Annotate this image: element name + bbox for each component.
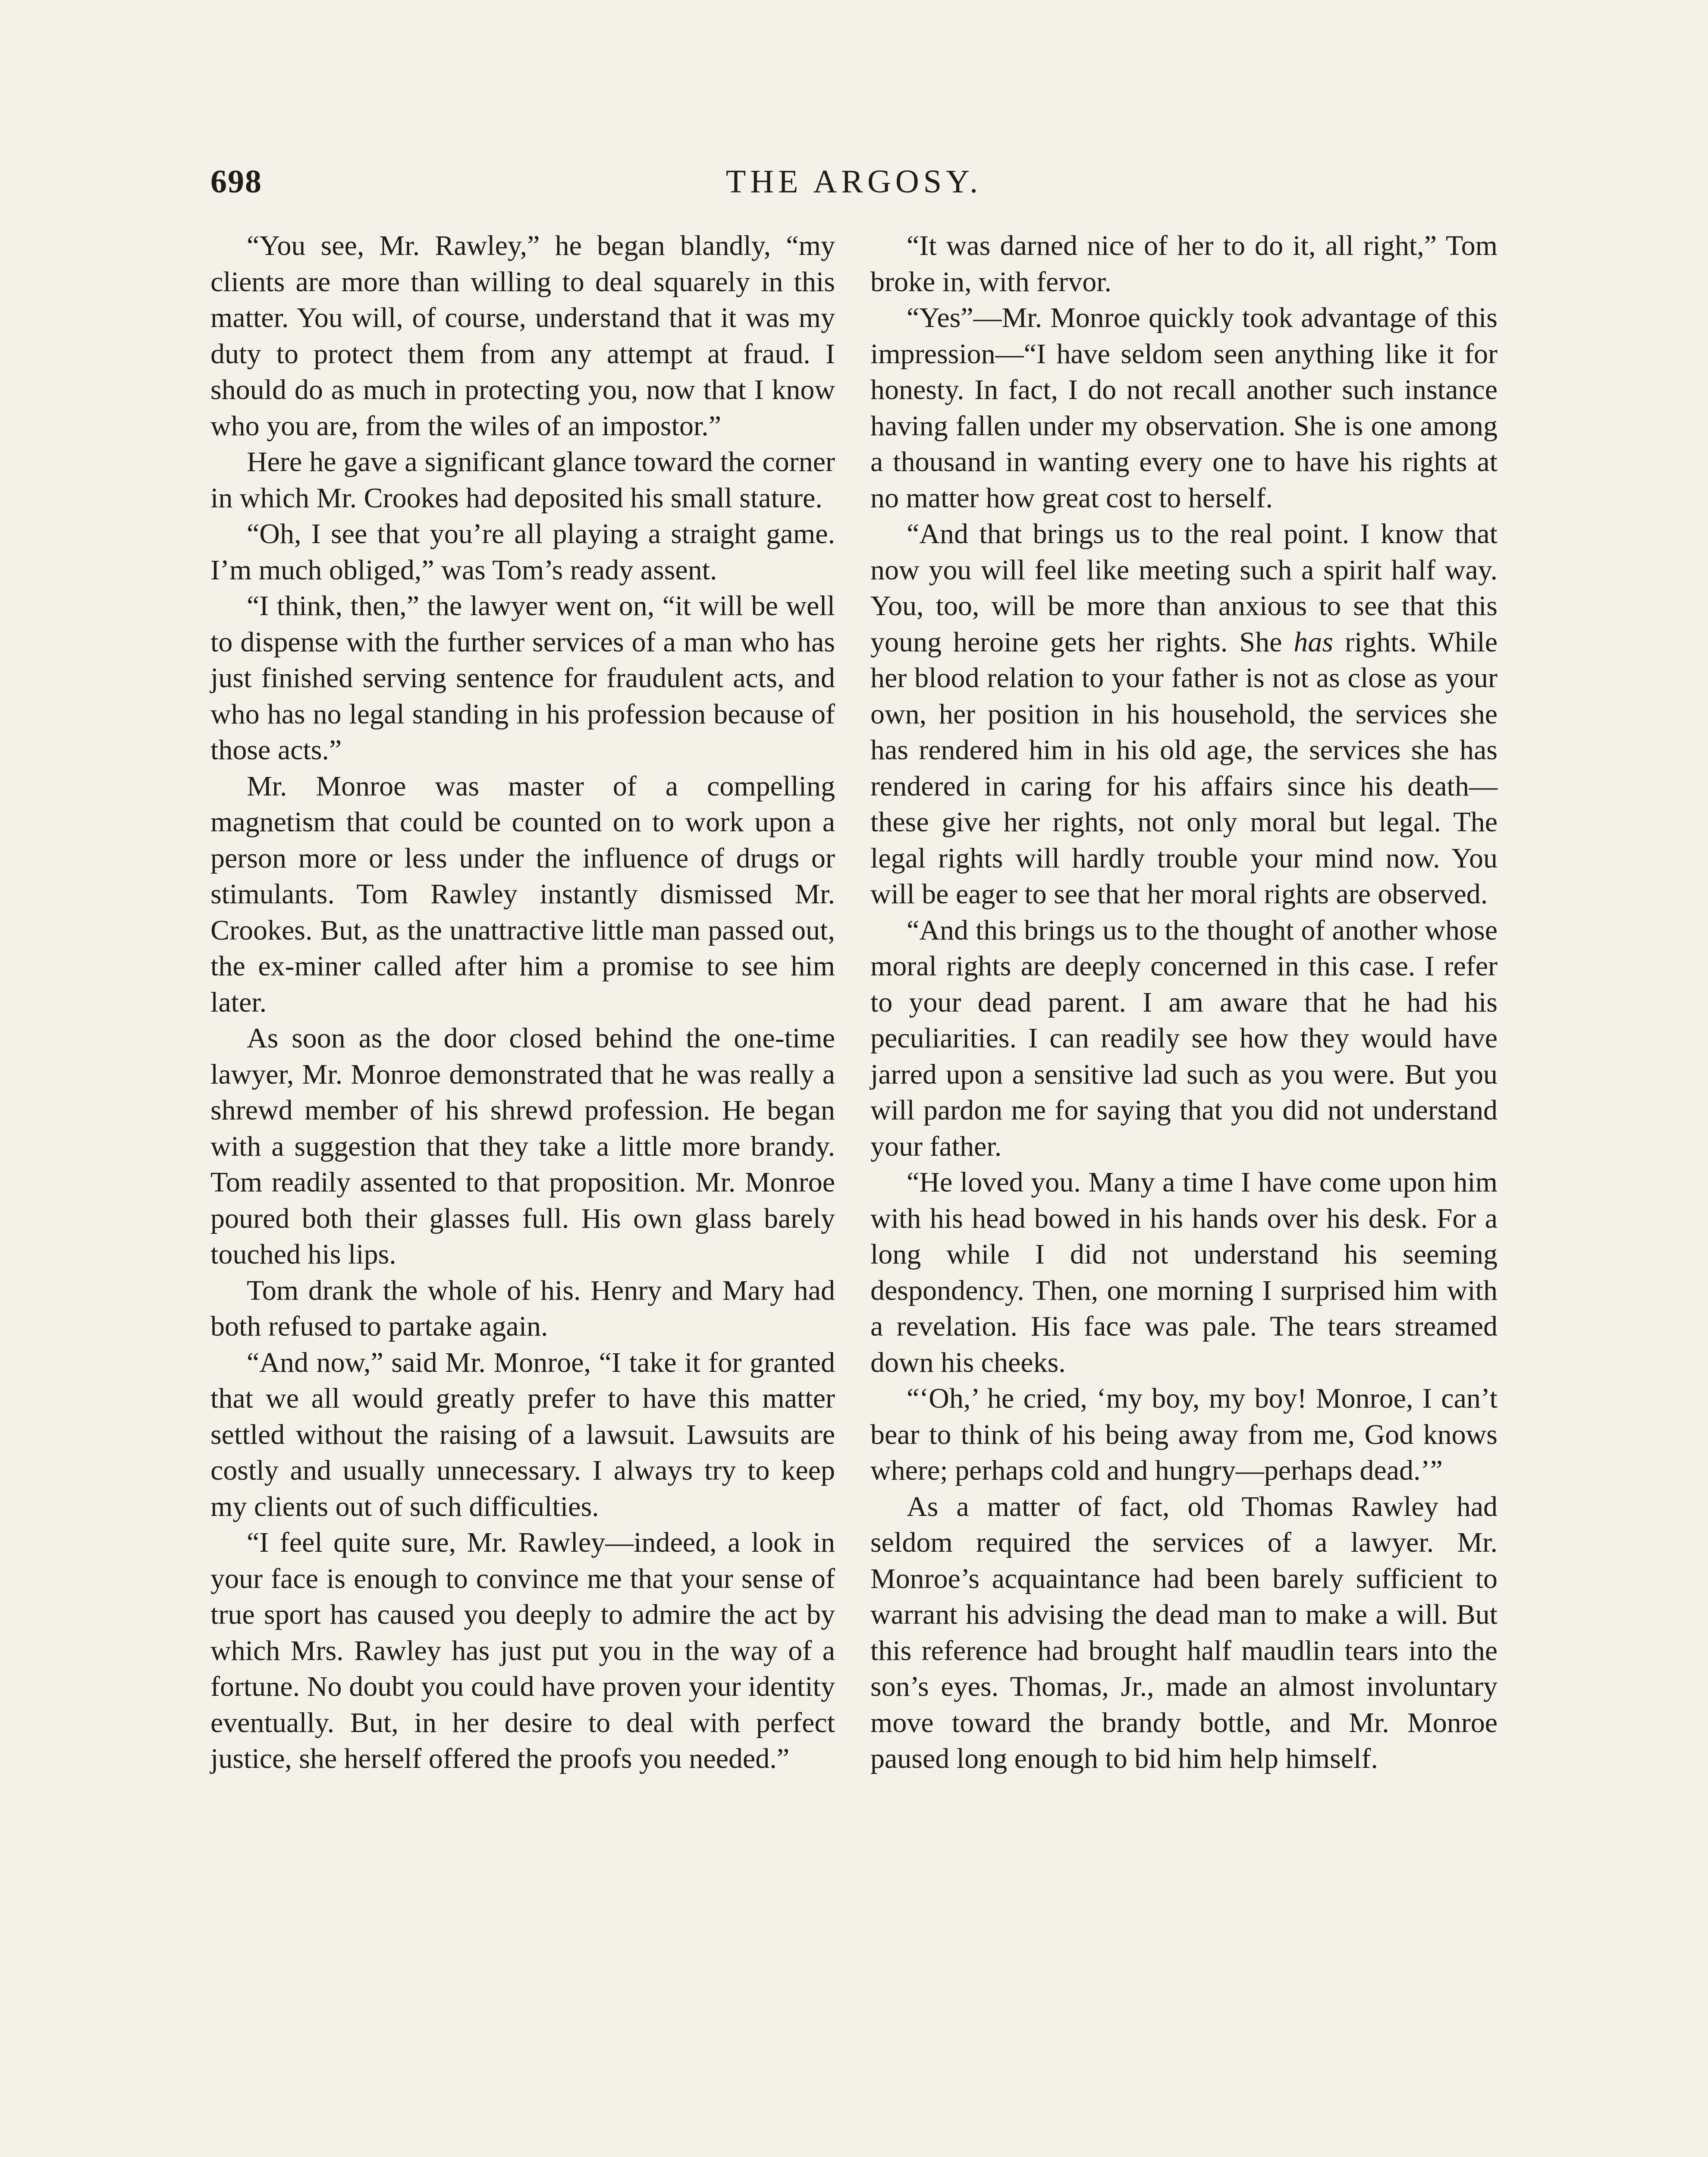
paragraph: “And now,” said Mr. Monroe, “I take it for granted that we all would greatly prefer to have this matter settled without the raising of a lawsuit. Lawsuits are costly and usually unnecessary. I always try to keep my clients out of such difficulties. <box>210 1346 835 1522</box>
paragraph: “And this brings us to the thought of another whose moral rights are deeply concerned in this case. I refer to your dead parent. I am aware that he had his peculiarities. I can readily see how they would have jarred upon a sensitive lad such as you were. But you will pardon me for saying that you did not understand your father. <box>870 914 1498 1162</box>
paragraph <box>870 516 1498 912</box>
paragraph: “You see, Mr. Rawley,” he began blandly, “my clients are more than willing to deal squarely in this matter. You will, of course, understand that it was my duty to protect them from any attempt at fraud. I should do as much in protecting you, now that I know who you are, from the wiles of an impostor.” <box>210 230 835 442</box>
emphasis: has <box>1294 626 1334 658</box>
running-head: THE ARGOSY. <box>725 164 983 200</box>
paragraph: Here he gave a significant glance toward the corner in which Mr. Crookes had deposited his small stature. <box>210 446 835 514</box>
paragraph: “Oh, I see that you’re all playing a straight game. I’m much obliged,” was Tom’s ready assent. <box>210 518 835 586</box>
paragraph: “It was darned nice of her to do it, all right,” Tom broke in, with fervor. <box>870 230 1498 298</box>
paragraph: Tom drank the whole of his. Henry and Mary had both refused to partake again. <box>210 1274 835 1342</box>
paragraph-text: rights. While her blood relation to your father is not as close as your own, her position in his household, the services she has rendered him in his old age, the services she has rendered in caring for his affairs since his death—these give her rights, not only moral but legal. The legal rights will hardly trouble your mind now. You will be eager to see that her moral rights are observed. <box>870 626 1498 910</box>
paragraph-text: “And that brings us to the real point. I know that now you will feel like meeting such a spirit half way. You, too, will be more than anxious to see that this young heroine gets her rights. She <box>870 518 1498 658</box>
left-column <box>210 228 835 1777</box>
paragraph: “I feel quite sure, Mr. Rawley—indeed, a look in your face is enough to convince me that your sense of true sport has caused you deeply to admire the act by which Mrs. Rawley has just put you in the way of a fortune. No doubt you could have proven your identity eventually. But, in her desire to deal with perfect justice, she herself offered the proofs you needed.” <box>210 1527 835 1774</box>
paragraph: As soon as the door closed behind the one-time lawyer, Mr. Monroe demonstrated that he was really a shrewd member of his shrewd profession. He began with a suggestion that they take a little more brandy. Tom readily assented to that proposition. Mr. Monroe poured both their glasses full. His own glass barely touched his lips. <box>210 1022 835 1270</box>
page-number: 698 <box>210 164 262 200</box>
right-column <box>870 228 1498 1777</box>
paragraph: Mr. Monroe was master of a compelling magnetism that could be counted on to work upon a person more or less under the influence of drugs or stimulants. Tom Rawley instantly dismissed Mr. Crookes. But, as the unattractive little man passed out, the ex-miner called after him a promise to see him later. <box>210 770 835 1018</box>
paragraph: “He loved you. Many a time I have come upon him with his head bowed in his hands over his desk. For a long while I did not understand his seeming despondency. Then, one morning I surprised him with a revelation. His face was pale. The tears streamed down his cheeks. <box>870 1167 1498 1378</box>
paragraph: “‘Oh,’ he cried, ‘my boy, my boy! Monroe, I can’t bear to think of his being away from me, God knows where; perhaps cold and hungry—perhaps dead.’” <box>870 1383 1498 1486</box>
paragraph: “Yes”—Mr. Monroe quickly took advantage of this impression—“I have seldom seen anything like it for honesty. In fact, I do not recall another such instance having fallen under my observation. She is one among a thousand in wanting every one to have his rights at no matter how great cost to herself. <box>870 302 1498 514</box>
paragraph: “I think, then,” the lawyer went on, “it will be well to dispense with the further services of a man who has just finished serving sentence for fraudulent acts, and who has no legal standing in his profession because of those acts.” <box>210 590 835 766</box>
paragraph: As a matter of fact, old Thomas Rawley had seldom required the services of a lawyer. Mr. Monroe’s acquaintance had been barely sufficient to warrant his advising the dead man to make a will. But this reference had brought half maudlin tears into the son’s eyes. Thomas, Jr., made an almost involuntary move toward the brandy bottle, and Mr. Monroe paused long enough to bid him help himself. <box>870 1490 1498 1774</box>
